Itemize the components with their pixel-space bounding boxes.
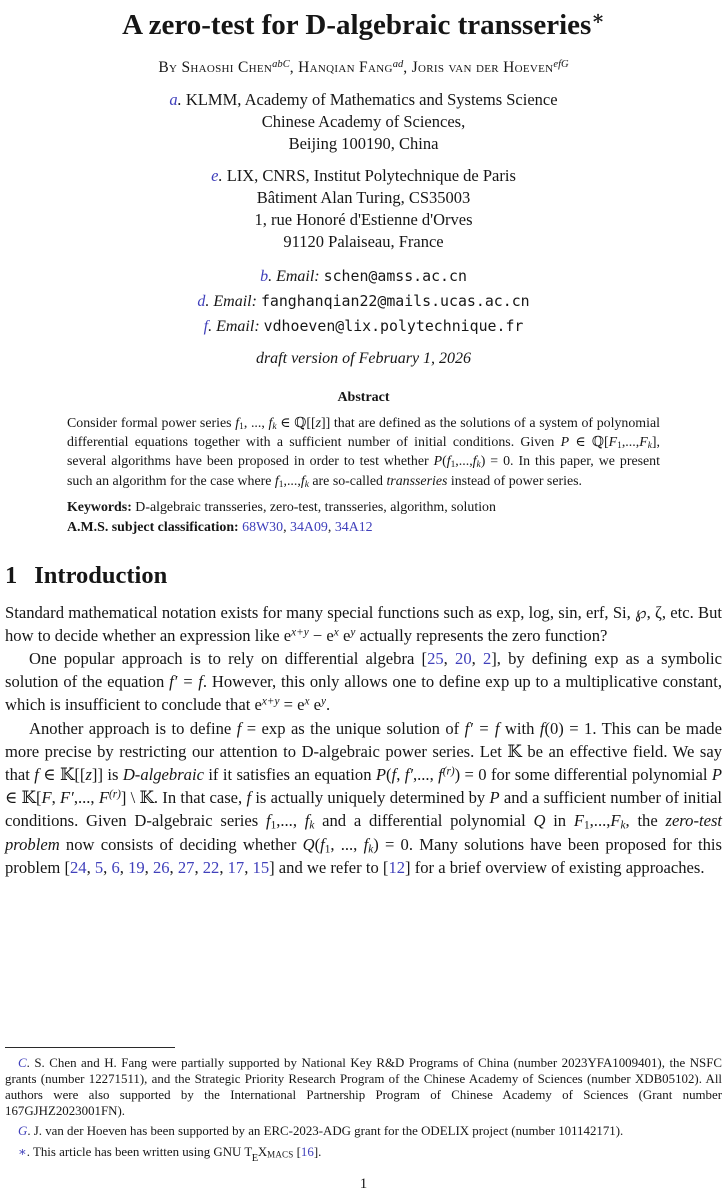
text-run: x+y <box>261 696 280 709</box>
text-run: One popular approach is to rely on differential algebra [ <box>29 649 428 669</box>
text-run: Email: <box>276 267 324 285</box>
text-run: F <box>98 788 109 808</box>
text-run: − e <box>308 625 334 645</box>
footnote <box>5 1056 722 1119</box>
text-run: J. van der Hoeven has been supported by an ERC-2023-ADG grant for the ODELIX project (number 101142171). <box>33 1124 624 1139</box>
citation-link[interactable]: 16 <box>300 1145 314 1160</box>
text-run: Chinese Academy of Sciences, <box>261 111 466 131</box>
text-run: f <box>235 416 240 431</box>
citation-link[interactable]: 19 <box>128 857 145 877</box>
text-run: z <box>85 765 92 785</box>
text-run: f′ <box>404 765 413 785</box>
section-number: 1 <box>5 562 18 590</box>
footnote <box>5 1145 722 1164</box>
email-line <box>5 289 722 314</box>
affiliation-block-e <box>5 165 722 253</box>
text-run: F <box>608 435 618 451</box>
text-run: , ..., <box>243 416 269 431</box>
text-run: P <box>489 788 500 808</box>
text-run: ] \ 𝕂. In that case, <box>120 788 247 808</box>
text-run: x <box>333 626 339 639</box>
text-run: F <box>639 435 648 451</box>
affiliation-label[interactable]: a <box>169 89 178 109</box>
author-affiliation-marks: ad <box>392 58 404 70</box>
text-run: draft version of February 1, 2026 <box>255 349 472 367</box>
text-run: and a sufficient number of initial conditions. Given D-algebraic series <box>5 788 723 831</box>
spacer <box>5 879 722 1047</box>
affiliation-line <box>5 209 722 231</box>
text-run: E <box>251 1152 259 1164</box>
footnote-marker[interactable]: C <box>18 1056 27 1071</box>
text-run: k <box>620 819 626 832</box>
text-run: , <box>327 520 335 536</box>
text-run: f <box>265 811 271 831</box>
affiliation-line <box>5 231 722 253</box>
text-run: . <box>205 292 214 310</box>
text-run: ) = 0 for some differential polynomial <box>454 765 712 785</box>
section-title: Introduction <box>34 562 168 590</box>
citation-link[interactable]: 12 <box>388 857 406 877</box>
citation-link[interactable]: 25 <box>427 649 444 669</box>
text-run: instead of power series. <box>447 473 583 489</box>
draft-version-line <box>5 350 722 368</box>
footnote-marker[interactable]: ∗ <box>18 1145 27 1160</box>
text-run: ( <box>442 454 447 470</box>
citation-link[interactable]: 15 <box>252 857 270 877</box>
affiliation-line <box>5 111 722 133</box>
text-run: 1 <box>584 819 590 832</box>
text-run: F <box>573 811 584 831</box>
citation-link[interactable]: 6 <box>111 857 120 877</box>
text-run: k <box>476 460 481 471</box>
ams-code-link[interactable]: 34A12 <box>334 520 373 536</box>
text-run: D-algebraic <box>122 765 204 785</box>
text-run: f <box>472 454 477 470</box>
paragraph <box>5 601 722 647</box>
text-run: f′ = f <box>464 718 500 738</box>
text-run: P <box>560 435 570 451</box>
text-run: , <box>103 857 112 877</box>
text-run: ,..., <box>412 765 439 785</box>
text-run: . <box>326 695 331 715</box>
email-line <box>5 314 722 339</box>
text-run: = e <box>279 695 305 715</box>
text-run: , ..., <box>330 834 364 854</box>
text-run: ,..., <box>455 454 473 470</box>
paper-title-text: A zero-test for D-algebraic transseries <box>122 9 592 41</box>
text-run: . However, this only allows one to define exp up to a multiplicative constant, which is insufficient to conclude that e <box>5 672 722 715</box>
text-run: Standard mathematical notation exists for many special functions such as exp, log, sin, erf, Si, ℘, ζ, etc. But how to decide whether an expression like e <box>5 602 722 645</box>
text-run: ]] that are defined as the solutions of a system of polynomial differential equations together with a sufficient number of initial conditions. Given <box>67 416 660 451</box>
citation-link[interactable]: 5 <box>94 857 104 877</box>
text-run: [ <box>293 1145 301 1160</box>
text-run: actually represents the zero function? <box>355 625 608 645</box>
email-line <box>5 264 722 289</box>
author-affiliation-marks: efG <box>553 58 569 70</box>
text-run: k <box>309 819 315 832</box>
title-footnote-star[interactable]: ∗ <box>591 7 605 30</box>
text-run: x+y <box>291 626 309 639</box>
text-run: . <box>26 1056 35 1071</box>
text-run: , <box>289 58 299 76</box>
text-run: ,..., <box>621 435 640 451</box>
text-run: P <box>375 765 387 785</box>
text-run: ], by defining exp as a symbolic solution of the equation <box>5 649 723 692</box>
text-run: Email: <box>213 292 261 310</box>
abstract-heading: Abstract <box>337 389 390 405</box>
text-run: , <box>283 520 291 536</box>
text-run: Q <box>302 834 315 854</box>
text-run: z <box>315 416 321 431</box>
text-run: e <box>309 695 322 715</box>
text-run: 1 <box>278 479 284 490</box>
author-line <box>5 59 722 77</box>
text-run: f <box>539 718 545 738</box>
text-run: Email: <box>216 317 264 335</box>
text-run: ) = 0. In this paper, we present such an algorithm for the case where <box>67 454 660 489</box>
ams-code-link[interactable]: 68W30 <box>242 520 284 536</box>
text-run: , <box>471 649 483 669</box>
ams-code-link[interactable]: 34A09 <box>290 520 328 536</box>
text-run: with <box>499 718 540 738</box>
citation-link[interactable]: 17 <box>227 857 245 877</box>
text-run: zero-test problem <box>5 811 723 854</box>
text-run: , <box>396 765 405 785</box>
text-run: . <box>268 267 277 285</box>
abstract-section <box>67 388 660 537</box>
author-name: Joris van der Hoeven <box>411 58 554 76</box>
text-run: . <box>27 1124 34 1139</box>
affiliation-block-a <box>5 89 722 155</box>
author-affiliation-marks: abC <box>272 58 290 70</box>
footnote <box>5 1124 722 1140</box>
email-label[interactable]: d <box>197 292 206 310</box>
text-run: f <box>391 765 397 785</box>
text-run: Another approach is to define <box>29 718 237 738</box>
text-run: f <box>34 765 39 785</box>
text-run: ∈ 𝕂[[ <box>38 765 86 785</box>
section-heading-introduction <box>5 561 722 590</box>
paper-title <box>5 8 722 43</box>
ams-classification-line <box>67 518 660 537</box>
text-run: x <box>304 696 310 709</box>
text-run: , <box>51 788 61 808</box>
text-run: F′ <box>60 788 74 808</box>
citation-link[interactable]: 27 <box>177 857 195 877</box>
text-run: = exp as the unique solution of <box>241 718 465 738</box>
text-run: f <box>268 416 273 431</box>
text-run: S. Chen and H. Fang were partially supported by National Key R&D Programs of China (number 2023YFA1009401), the NSFC grants (number 12271511), and the Strategic Priority Research Program of the Chinese Academy of Sciences (number XDB05102). All authors were also supported by the International Partnership Program of Chinese Academy of Sciences (Grant number 167GJHZ2023001FN). <box>5 1056 722 1118</box>
text-run: y <box>321 696 327 709</box>
text-run: ∈ 𝕂[ <box>5 788 42 808</box>
text-run: f <box>438 765 443 785</box>
text-run: ( <box>386 765 392 785</box>
text-run: , <box>194 857 203 877</box>
text-run: y <box>350 626 356 639</box>
text-run: , <box>119 857 129 877</box>
text-run: A.M.S. subject classification: <box>67 520 243 536</box>
text-run: transseries <box>386 473 448 489</box>
text-run: 1 <box>324 843 331 856</box>
text-run: P <box>433 454 443 470</box>
footnote-marker[interactable]: G <box>18 1124 28 1139</box>
introduction-body <box>5 601 722 879</box>
text-run: 91120 Palaiseau, France <box>283 231 444 251</box>
text-run: are so-called <box>308 473 387 489</box>
text-run: f′ = f <box>169 672 203 692</box>
text-run: By <box>158 58 182 76</box>
text-run: , <box>169 857 178 877</box>
abstract-body <box>67 414 660 491</box>
text-run: k <box>272 422 277 433</box>
affiliation-line <box>5 89 722 111</box>
text-run: F <box>610 811 621 831</box>
text-run: and a differential polynomial <box>314 811 534 831</box>
citation-link[interactable]: 26 <box>152 857 170 877</box>
citation-link[interactable]: 2 <box>482 649 492 669</box>
keywords-line <box>67 498 660 517</box>
text-run: , <box>403 58 412 76</box>
text-run: D-algebraic transseries, zero-test, transseries, algorithm, solution <box>135 499 496 515</box>
text-run: f <box>274 473 279 489</box>
text-run: ,..., <box>589 811 611 831</box>
text-run: 1 <box>239 422 244 433</box>
text-run: f <box>236 718 242 738</box>
text-run: Q <box>533 811 546 831</box>
text-run: is actually uniquely determined by <box>251 788 490 808</box>
text-run: now consists of deciding whether <box>59 834 303 854</box>
text-run: P <box>711 765 723 785</box>
text-run: e <box>338 625 351 645</box>
email-label[interactable]: f <box>203 317 209 335</box>
footnotes-block <box>5 1047 722 1166</box>
text-run: LIX, CNRS, Institut Polytechnique de Paris <box>226 165 516 185</box>
text-run: , <box>443 649 456 669</box>
text-run: ∈ ℚ[[ <box>276 416 316 431</box>
paragraph <box>5 717 722 879</box>
text-run: 1 <box>270 819 277 832</box>
text-run: 1 <box>617 441 622 452</box>
text-run: ]. <box>313 1145 322 1160</box>
footnote-rule <box>5 1047 175 1048</box>
text-run: ,..., <box>283 473 301 489</box>
text-run: f <box>300 473 305 489</box>
text-run: , <box>219 857 228 877</box>
affiliation-line <box>5 165 722 187</box>
text-run: X <box>257 1145 268 1160</box>
author-name: Hanqian Fang <box>298 58 393 76</box>
text-run: , the <box>625 811 666 831</box>
text-run: MACS <box>267 1149 294 1160</box>
text-run: k <box>647 441 652 452</box>
text-run: f <box>246 788 252 808</box>
text-run: f <box>320 834 325 854</box>
text-run: ,..., <box>276 811 305 831</box>
text-run: (0) = 1. This can be made more precise by restricting our attention to D-algebraic power series. Let 𝕂 be an effective field. We say that <box>5 718 722 785</box>
text-run: . <box>218 165 227 185</box>
text-run: KLMM, Academy of Mathematics and Systems Science <box>185 89 558 109</box>
text-run: k <box>368 843 374 856</box>
text-run: if it satisfies an equation <box>203 765 376 785</box>
text-run: ,..., <box>73 788 99 808</box>
author-name: Shaoshi Chen <box>181 58 273 76</box>
text-run: f <box>304 811 310 831</box>
text-run: Beijing 100190, China <box>288 133 439 153</box>
text-run: (r) <box>108 788 121 801</box>
text-run: ]] is <box>91 765 123 785</box>
text-run: ] for a brief overview of existing approaches. <box>405 857 705 877</box>
email-block <box>5 264 722 339</box>
text-run: f <box>446 454 451 470</box>
text-run: ) = 0. Many solutions have been proposed for this problem [ <box>5 834 722 877</box>
email-address[interactable]: fanghanqian22@mails.ucas.ac.cn <box>260 291 530 310</box>
citation-link[interactable]: 20 <box>455 649 472 669</box>
affiliation-line <box>5 187 722 209</box>
text-run: , <box>86 857 95 877</box>
email-address[interactable]: vdhoeven@lix.polytechnique.fr <box>263 316 524 335</box>
text-run: . <box>177 89 186 109</box>
text-run: Consider formal power series <box>67 416 236 431</box>
text-run: ( <box>314 834 321 854</box>
text-run: (r) <box>442 765 455 778</box>
text-run: . <box>208 317 217 335</box>
text-run: Keywords: <box>67 499 136 515</box>
text-run: F <box>41 788 52 808</box>
email-address[interactable]: schen@amss.ac.cn <box>323 266 467 285</box>
affiliation-line <box>5 133 722 155</box>
text-run: in <box>545 811 574 831</box>
text-run: ] and we refer to [ <box>269 857 389 877</box>
text-run: ∈ ℚ[ <box>569 435 609 451</box>
citation-link[interactable]: 22 <box>202 857 220 877</box>
citation-link[interactable]: 24 <box>69 857 87 877</box>
text-run: k <box>304 479 309 490</box>
text-run: ], several algorithms have been proposed in order to test whether <box>67 435 660 470</box>
text-run: f <box>363 834 369 854</box>
text-run: , <box>144 857 153 877</box>
email-label[interactable]: b <box>260 267 269 285</box>
text-run: , <box>244 857 253 877</box>
paragraph <box>5 647 722 717</box>
text-run: 1 <box>450 460 456 471</box>
text-run: . This article has been written using GNU T <box>26 1145 253 1160</box>
page-number: 1 <box>359 1176 368 1192</box>
text-run: Bâtiment Alan Turing, CS35003 <box>256 187 471 207</box>
text-run: 1, rue Honoré d'Estienne d'Orves <box>254 209 473 229</box>
affiliation-label[interactable]: e <box>211 165 219 185</box>
